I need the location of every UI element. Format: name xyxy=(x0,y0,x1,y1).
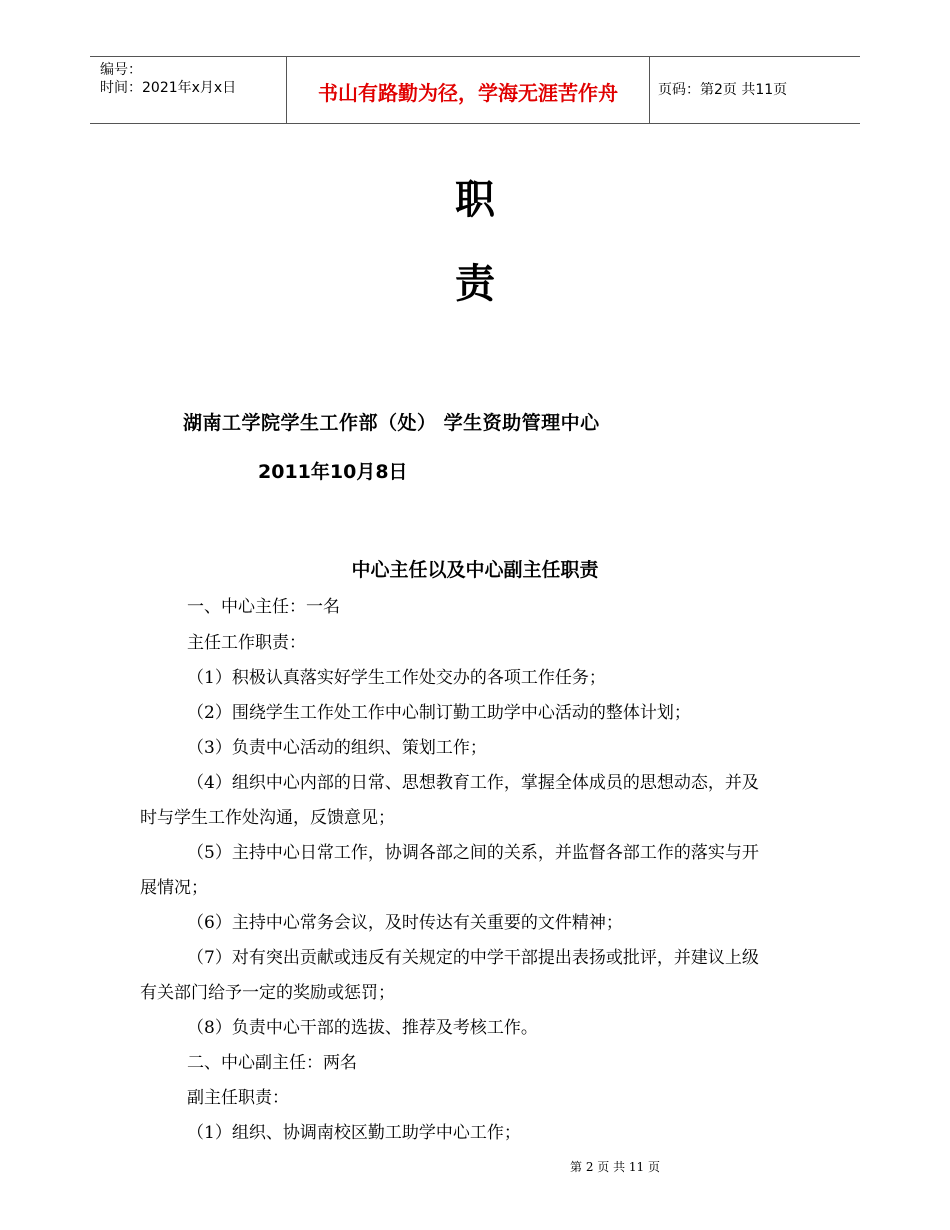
body-line: 主任工作职责： xyxy=(187,633,306,653)
body-line: （8）负责中心干部的选拔、推荐及考核工作。 xyxy=(187,1018,538,1038)
body-line: 二、中心副主任：两名 xyxy=(187,1053,357,1073)
code-label: 编号： xyxy=(100,62,142,78)
document-date: 2011年10月8日 xyxy=(258,461,408,483)
body-line: （4）组织中心内部的日常、思想教育工作，掌握全体成员的思想动态，并及 xyxy=(187,773,759,793)
document-header xyxy=(90,56,860,124)
body-line: 时与学生工作处沟通，反馈意见； xyxy=(140,808,395,828)
title-char-1: 职 xyxy=(455,176,495,223)
body-line: （1）积极认真落实好学生工作处交办的各项工作任务； xyxy=(187,668,606,688)
section-title: 中心主任以及中心副主任职责 xyxy=(351,559,599,581)
organization-name: 湖南工学院学生工作部（处） 学生资助管理中心 xyxy=(183,412,600,434)
body-line: （7）对有突出贡献或违反有关规定的中学干部提出表扬或批评，并建议上级 xyxy=(187,948,759,968)
time-label: 时间：2021年x月x日 xyxy=(100,80,237,96)
body-line: （1）组织、协调南校区勤工助学中心工作； xyxy=(187,1123,521,1143)
header-divider xyxy=(649,57,650,123)
body-line: （2）围绕学生工作处工作中心制订勤工助学中心活动的整体计划； xyxy=(187,703,691,723)
page-footer: 第 2 页 共 11 页 xyxy=(570,1160,660,1174)
body-line: 副主任职责： xyxy=(187,1088,289,1108)
header-meta xyxy=(100,61,236,97)
body-line: 展情况； xyxy=(140,878,208,898)
body-line: （6）主持中心常务会议，及时传达有关重要的文件精神； xyxy=(187,913,623,933)
body-line: 一、中心主任：一名 xyxy=(187,597,340,617)
body-line: （3）负责中心活动的组织、策划工作； xyxy=(187,738,487,758)
title-char-2: 责 xyxy=(455,260,495,307)
body-line: 有关部门给予一定的奖励或惩罚； xyxy=(140,983,395,1003)
header-motto: 书山有路勤为径，学海无涯苦作舟 xyxy=(318,81,618,105)
body-line: （5）主持中心日常工作，协调各部之间的关系，并监督各部工作的落实与开 xyxy=(187,843,759,863)
header-page-info: 页码：第2页 共11页 xyxy=(658,82,788,98)
